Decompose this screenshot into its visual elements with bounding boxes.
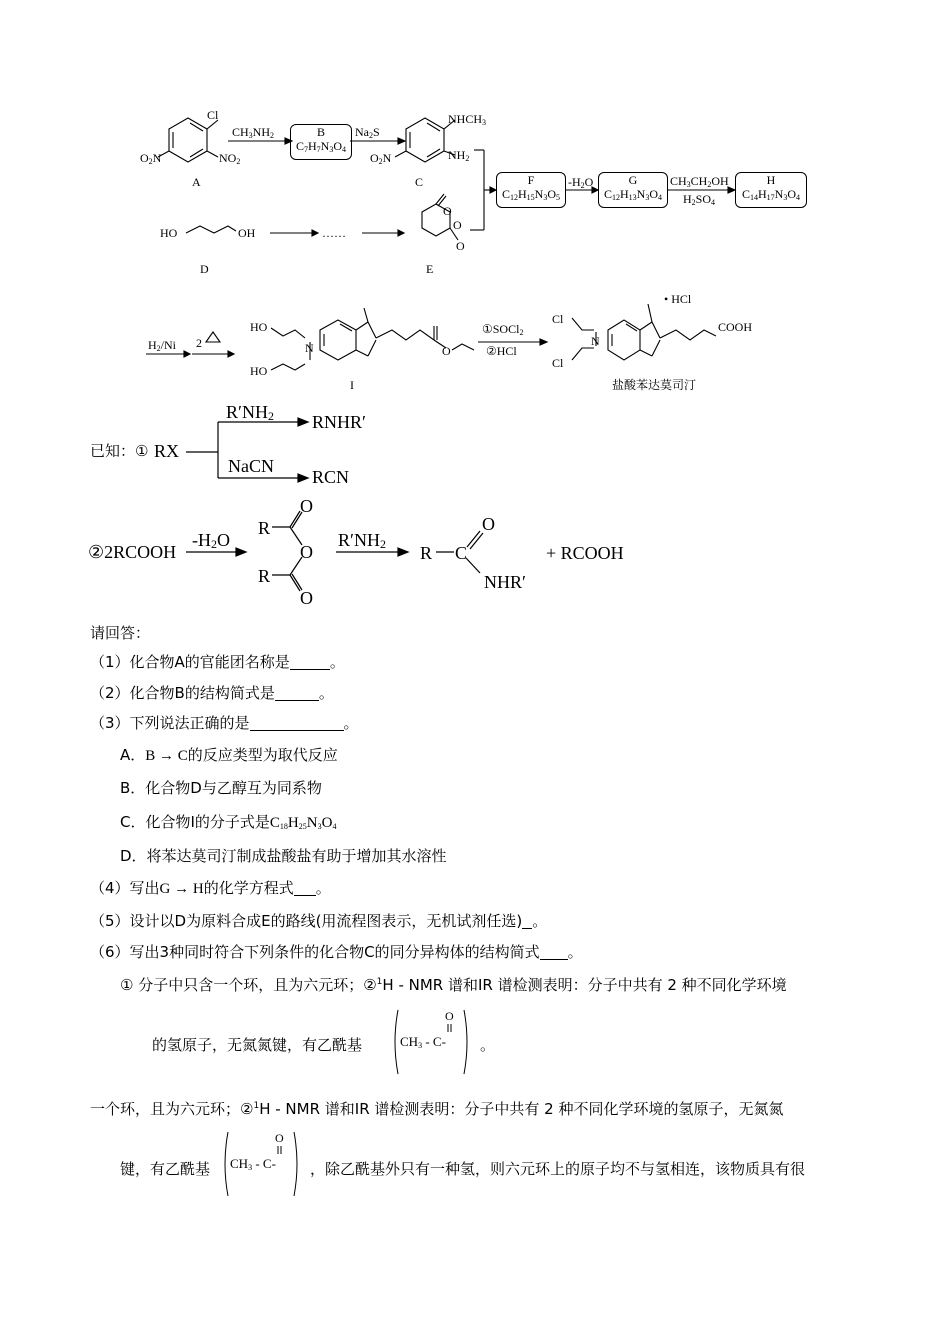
product-name: 盐酸苯达莫司汀 [612,378,697,392]
acetyl-group-figure [392,1006,470,1078]
tail-line-2b: ，除乙酰基外只有一种氢，则六元环上的原子均不与氢相连，该物质具有很 [310,1160,806,1178]
a-cl: Cl [207,108,219,122]
tail-line-1: 一个环，且为六元环；②$^1$H - NMR 谱和IR 谱检测表明：分子中共有 2 种不同化学环境的氢原子，无氮氮 [90,1100,784,1118]
anhydride-o-top: O [300,496,313,516]
c-label: C [415,175,424,189]
b-formula: $C_7H_7N_3O_4$ [295,139,347,154]
known-prefix: 已知：① [90,442,149,460]
option-a: A．B → C的反应类型为取代反应 [120,746,338,764]
known-minus-h2o: $-H_2O$ [192,530,230,551]
compound-b-box [290,124,352,160]
a-label: A [192,175,201,189]
product-structure [572,304,716,360]
answer-blank-2[interactable] [275,685,319,701]
condition-line-2: 的氢原子，无氮氮键，有乙酰基 [152,1036,363,1054]
known-rx: RX [154,441,180,461]
e-o-top: O [443,204,452,218]
reagent-ethanol: $CH_3CH_2OH$ [670,174,729,189]
i-o: O [442,344,451,358]
b-label: B [316,125,325,139]
amide-o: O [482,514,495,534]
c-o2n: $O_2N$ [370,151,392,166]
option-d: D．将苯达莫司汀制成盐酸盐有助于增加其水溶性 [120,847,447,865]
question-2: （2）化合物B的结构简式是 。 [90,684,334,702]
compound-e-ring [422,194,458,240]
reagent-na2s: $Na_2S$ [355,125,380,140]
amide-nhr: NHR′ [484,572,526,592]
anhydride-o-bottom: O [300,588,313,608]
e-o-ring: O [453,218,462,232]
a-no2: $NO_2$ [219,151,241,166]
reagent-minus-h2o: $-H_2O$ [568,175,594,190]
i-n: N [305,341,314,355]
e-o-bottom: O [456,239,465,253]
option-b: B．化合物D与乙醇互为同系物 [120,779,322,797]
reagent-ch3nh2: $CH_3NH_2$ [232,125,275,140]
compound-f-box [496,172,566,208]
acetyl-group-figure-2 [222,1128,300,1200]
a-o2n: $O_2N$ [140,151,162,166]
known-plus-rcooh: + RCOOH [546,543,624,563]
f-label: F [527,173,535,187]
amide-c: C [455,543,468,563]
question-4: （4）写出G → H的化学方程式 。 [90,879,331,897]
known-rnhr: RNHR′ [312,412,366,432]
known-nacn: NaCN [228,456,274,476]
h-formula: $C_{14}H_{17}N_3O_4$ [741,187,801,202]
anhydride-o-mid: O [300,542,313,562]
h-label: H [766,173,776,187]
tail-line-2a: 键，有乙酰基 [120,1160,211,1178]
acetyl-o: O [445,1009,454,1023]
question-1: （1）化合物A的官能团名称是 。 [90,653,345,671]
compound-h-box [735,172,807,208]
acetyl-formula-2: $CH_3 - C-$ [230,1156,276,1172]
compound-i-structure [271,308,474,370]
amide-r: R [420,543,433,563]
e-label: E [426,262,434,276]
question-6: （6）写出3种同时符合下列条件的化合物C的同分异构体的结构简式 。 [90,943,583,961]
synthesis-scheme [0,0,950,400]
answer-blank-1[interactable] [290,654,330,670]
answer-blank-5[interactable] [522,913,532,929]
known-2rcooh: ②2RCOOH [88,542,177,562]
condition-line-1: ① 分子中只含一个环，且为六元环；②$^1$H - NMR 谱和IR 谱检测表明：分子中共有 2 种不同化学环境 [120,976,787,994]
known-reactions [0,395,950,610]
anhydride-r2: R [258,566,271,586]
option-c: C．化合物I的分子式是$C_{18}H_{25}N_3O_4$ [120,813,337,831]
reagent-h2so4: $H_2SO_4$ [683,192,716,207]
anhydride-r1: R [258,518,271,538]
d-label: D [200,262,209,276]
product-hcl: • HCl [664,292,692,306]
i-ho-top: HO [250,320,268,334]
reagent-hcl: ②HCl [486,344,517,358]
d-ho: HO [160,226,178,240]
product-cooh: COOH [718,320,753,334]
condition-line-2-end: 。 [480,1036,496,1054]
f-formula: $C_{12}H_{15}N_3O_5$ [501,187,561,202]
reagent-h2-ni: $H_2/Ni$ [148,338,177,353]
questions-intro: 请回答： [90,624,151,642]
compound-a-ring [158,118,218,162]
c-nhch3: $NHCH_3$ [448,112,487,127]
answer-blank-4[interactable] [294,880,316,896]
acetyl-formula: $CH_3 - C-$ [400,1034,446,1050]
g-formula: $C_{12}H_{13}N_3O_4$ [603,187,663,202]
answer-blank-3[interactable] [250,715,344,731]
reagent-epoxide: 2 [196,336,202,350]
known-rnh2: $R'NH_2$ [226,402,274,423]
reagent-socl2: ①SOCl$_2$ [482,322,524,337]
i-label: I [350,378,354,392]
i-ho-bottom: HO [250,364,268,378]
compound-g-box [598,172,668,208]
g-label: G [628,173,638,187]
d-oh: OH [238,226,256,240]
known-rcn: RCN [312,467,350,487]
c-nh2: $NH_2$ [448,148,470,163]
dots: …… [322,226,346,240]
acetyl-o-2: O [275,1131,284,1145]
answer-blank-6[interactable] [540,944,568,960]
product-cl-top: Cl [552,312,564,326]
product-n: N [591,334,600,348]
known-rnh2-2: $R'NH_2$ [338,530,386,551]
question-3: （3）下列说法正确的是 。 [90,714,359,732]
product-cl-bottom: Cl [552,356,564,370]
question-5: （5）设计以D为原料合成E的路线(用流程图表示，无机试剂任选) 。 [90,912,548,930]
